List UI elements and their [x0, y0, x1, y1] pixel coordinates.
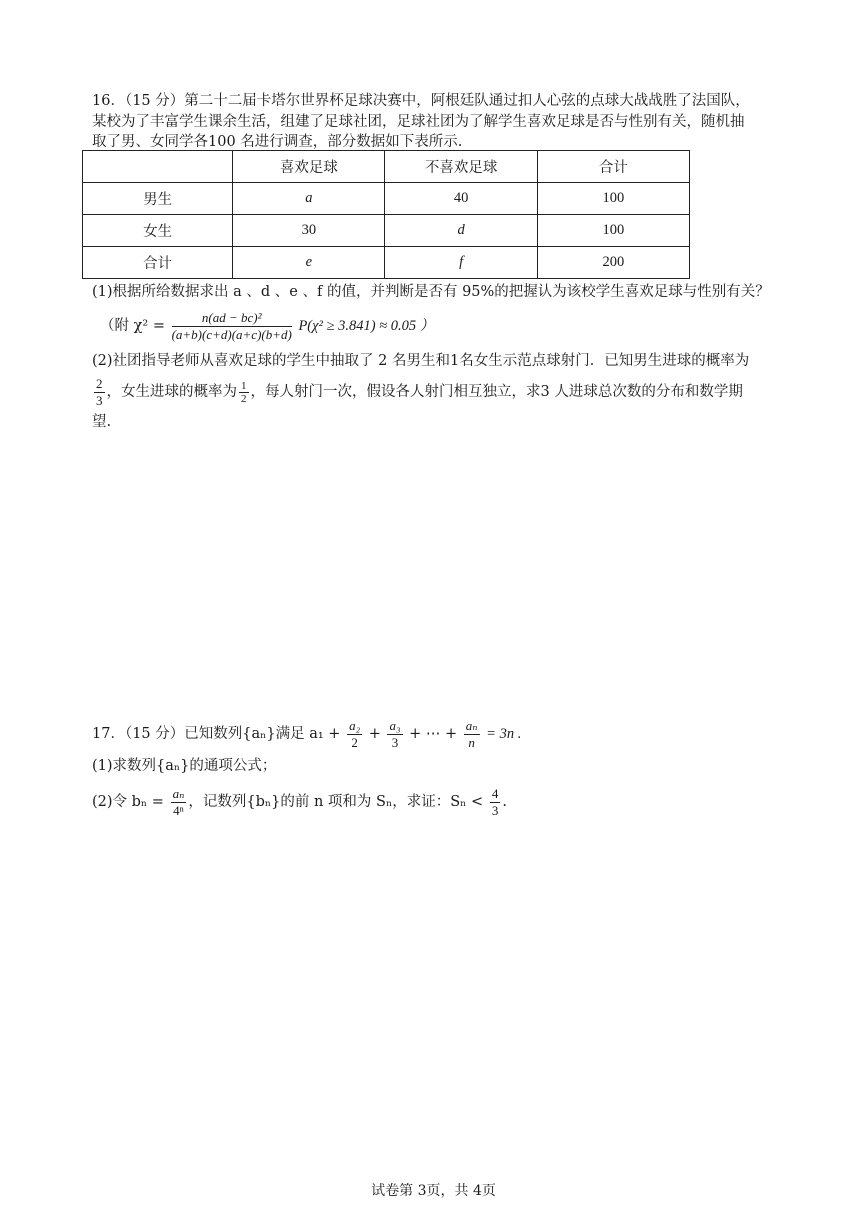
- formula-numerator: n(ad − bc)²: [172, 310, 292, 327]
- text-segment: = 3n .: [486, 726, 522, 742]
- table-row: [83, 183, 690, 215]
- table-cell: 男生: [83, 183, 233, 215]
- fraction-numerator: a₂: [349, 717, 361, 733]
- fraction: [171, 786, 187, 819]
- female-probability-fraction: [239, 380, 249, 405]
- fraction: [347, 718, 362, 751]
- fraction-numerator: 1: [241, 379, 247, 392]
- q16-part2-line3: 望.: [92, 414, 112, 430]
- q17-part2: [92, 784, 507, 820]
- page-footer: 试卷第 3页，共 4页: [371, 1183, 496, 1199]
- q16-part2-line1: (2)社团指导老师从喜欢足球的学生中抽取了 2 名男生和1名女生示范点球射门．已知男生进球的概率为: [92, 353, 750, 369]
- fraction-denominator: 3: [96, 392, 103, 408]
- table-cell: 200: [537, 247, 689, 279]
- q16-part1: (1)根据所给数据求出 a 、d 、e 、f 的值，并判断是否有 95%的把握认为该校学生喜欢足球与性别有关？: [92, 284, 770, 300]
- table-cell: 100: [537, 215, 689, 247]
- fraction-denominator: 3: [391, 734, 399, 750]
- fraction-numerator: a₃: [389, 717, 401, 733]
- fraction-numerator: 2: [96, 375, 103, 391]
- fraction-denominator: 2: [241, 392, 247, 405]
- table-header-row: [83, 151, 690, 183]
- q17-intro: 17．（15 分）已知数列{aₙ}满足 a₁ + $\frac{\text{a₂}}{2}$ + $\frac{\text{a₃}}{3}$ + ⋯ + $\frac{\text{aₙ}}{n}$ = 3n .: [92, 717, 522, 750]
- text-segment: .: [502, 794, 507, 810]
- text-segment: ，女生进球的概率为: [106, 384, 237, 400]
- q16-line2: 某校为了丰富学生课余生活，组建了足球社团，足球社团为了解学生喜欢足球是否与性别有关，随机抽: [92, 114, 745, 130]
- table-row: [83, 215, 690, 247]
- fraction: [464, 718, 480, 751]
- formula-prefix: （附 χ² =: [100, 318, 165, 334]
- table-cell: 合计: [537, 151, 689, 183]
- table-cell: 100: [537, 183, 689, 215]
- text-segment: (2)令 bₙ =: [92, 794, 164, 810]
- formula-denominator: (a+b)(c+d)(a+c)(b+d): [171, 326, 292, 342]
- survey-table: [82, 150, 690, 279]
- fraction-numerator: aₙ: [172, 785, 185, 801]
- q16-line1: 16．（15 分）第二十二届卡塔尔世界杯足球决赛中，阿根廷队通过扣人心弦的点球大战战胜了法国队，: [92, 93, 750, 109]
- q17-part1: (1)求数列{aₙ}的通项公式；: [92, 758, 277, 774]
- table-cell: f: [385, 247, 537, 279]
- fraction: [490, 786, 501, 819]
- text-segment: 17．（15 分）已知数列{aₙ}满足 a₁ +: [92, 726, 341, 742]
- text-segment: + ⋯ +: [409, 726, 458, 742]
- male-probability-fraction: [94, 376, 105, 409]
- table-cell: 30: [233, 215, 385, 247]
- table-cell: e: [233, 247, 385, 279]
- formula-probability: P(χ² ≥ 3.841) ≈ 0.05 ）: [298, 318, 435, 334]
- table-row: [83, 247, 690, 279]
- q16-line3: 取了男、女同学各100 名进行调查，部分数据如下表所示.: [92, 134, 463, 150]
- table-cell: 40: [385, 183, 537, 215]
- fraction-denominator: 4ⁿ: [173, 802, 184, 818]
- table-cell: 合计: [83, 247, 233, 279]
- fraction-denominator: n: [468, 734, 475, 750]
- q16-formula: [100, 306, 434, 346]
- table-cell: [83, 151, 233, 183]
- table-cell: 不喜欢足球: [385, 151, 537, 183]
- fraction-numerator: 4: [491, 785, 499, 801]
- fraction-numerator: aₙ: [465, 717, 478, 733]
- chi-square-fraction: [172, 310, 292, 343]
- fraction: [387, 718, 402, 751]
- table-cell: 喜欢足球: [233, 151, 385, 183]
- table-cell: d: [385, 215, 537, 247]
- table-cell: a: [233, 183, 385, 215]
- q16-part2-line2: [92, 374, 743, 410]
- text-segment: ，每人射门一次，假设各人射门相互独立，求3 人进球总次数的分布和数学期: [250, 384, 743, 400]
- fraction-denominator: 2: [351, 734, 358, 750]
- table-cell: 女生: [83, 215, 233, 247]
- fraction-denominator: 3: [491, 802, 499, 818]
- text-segment: ，记数列{bₙ}的前 n 项和为 Sₙ，求证：Sₙ <: [188, 794, 484, 810]
